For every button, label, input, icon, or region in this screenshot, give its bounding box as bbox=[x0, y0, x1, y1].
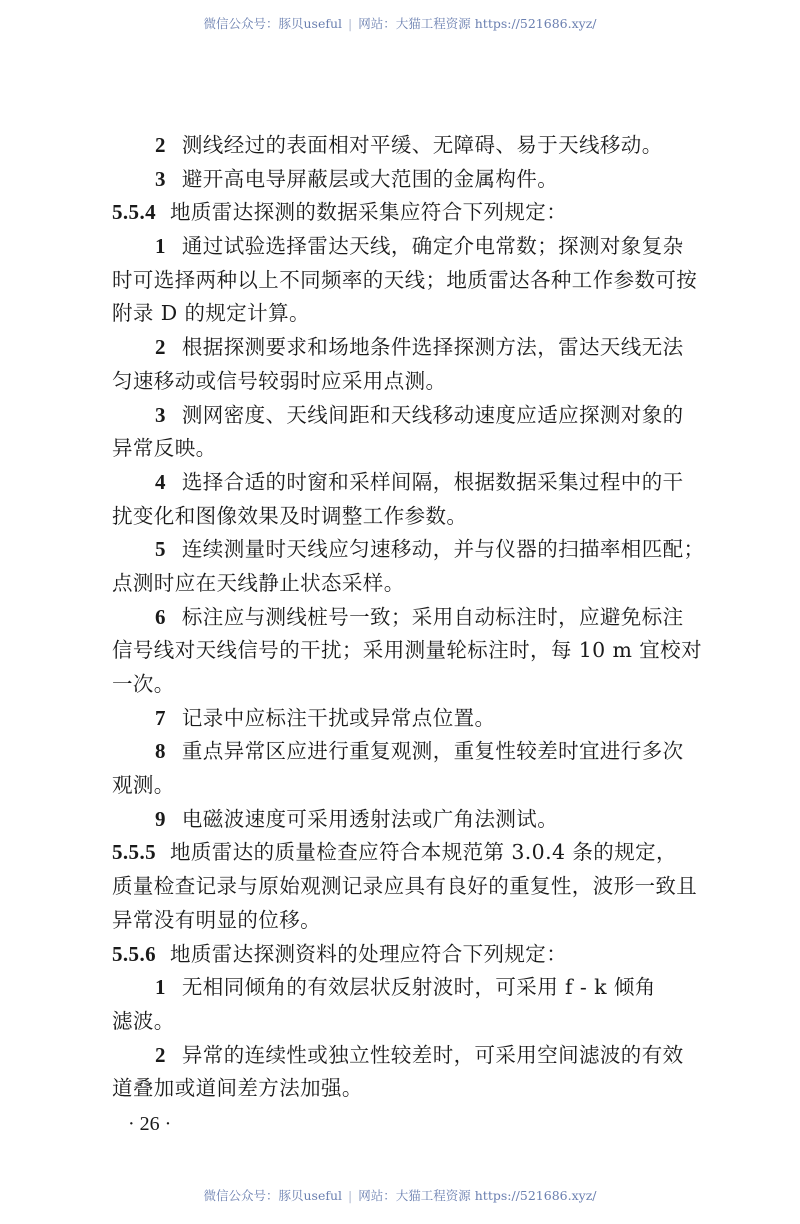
line-text: 测线经过的表面相对平缓、无障碍、易于天线移动。 bbox=[181, 133, 663, 157]
line-text: 根据探测要求和场地条件选择探测方法，雷达天线无法 bbox=[181, 335, 684, 360]
text-line bbox=[112, 904, 772, 938]
text-line bbox=[112, 735, 772, 769]
item-number: 7 bbox=[155, 705, 166, 730]
page-number: · 26 · bbox=[128, 1113, 172, 1135]
text-line bbox=[112, 500, 772, 534]
list-item bbox=[112, 230, 772, 331]
line-text: 滤波。 bbox=[112, 1008, 175, 1033]
watermark-top bbox=[0, 14, 800, 32]
item-number: 5 bbox=[155, 537, 166, 562]
clause-number: 5.5.5 bbox=[112, 840, 156, 865]
text-line bbox=[112, 264, 772, 298]
line-text: 测网密度、天线间距和天线移动速度应适应探测对象的 bbox=[181, 402, 684, 427]
text-line bbox=[112, 432, 772, 466]
text-line bbox=[112, 230, 772, 264]
line-text: 附录 D 的规定计算。 bbox=[112, 301, 310, 326]
clause-paragraph bbox=[112, 938, 772, 972]
watermark-bottom bbox=[0, 1186, 800, 1204]
item-number: 9 bbox=[155, 806, 166, 831]
item-number: 3 bbox=[155, 402, 166, 427]
line-text: 异常的连续性或独立性较差时，可采用空间滤波的有效 bbox=[181, 1042, 684, 1067]
line-text: 记录中应标注干扰或异常点位置。 bbox=[181, 705, 496, 730]
list-item bbox=[112, 399, 772, 466]
line-text: 匀速移动或信号较弱时应采用点测。 bbox=[112, 368, 447, 393]
line-text: 选择合适的时窗和采样间隔，根据数据采集过程中的干 bbox=[181, 469, 684, 494]
clause-paragraph bbox=[112, 196, 772, 230]
line-text: 地质雷达的质量检查应符合本规范第 3.0.4 条的规定， bbox=[170, 840, 677, 865]
list-item bbox=[112, 466, 772, 533]
item-number: 1 bbox=[155, 975, 166, 1000]
text-line bbox=[112, 601, 772, 635]
list-item bbox=[112, 971, 772, 1038]
item-number: 1 bbox=[155, 234, 166, 259]
text-line bbox=[112, 365, 772, 399]
item-number: 2 bbox=[155, 133, 166, 157]
line-text: 观测。 bbox=[112, 773, 175, 798]
document-body bbox=[112, 129, 772, 1106]
item-number: 6 bbox=[155, 604, 166, 629]
item-number: 2 bbox=[155, 1042, 166, 1067]
text-line bbox=[112, 668, 772, 702]
watermark-divider: | bbox=[348, 16, 353, 31]
list-item bbox=[112, 735, 772, 802]
watermark-divider: | bbox=[348, 1188, 353, 1203]
line-text: 重点异常区应进行重复观测，重复性较差时宜进行多次 bbox=[181, 739, 684, 764]
line-text: 异常反映。 bbox=[112, 436, 217, 461]
item-number: 8 bbox=[155, 739, 166, 764]
list-item bbox=[112, 1039, 772, 1106]
watermark-wechat: 微信公众号：豚贝useful bbox=[203, 1188, 343, 1203]
text-line bbox=[112, 533, 772, 567]
line-text: 质量检查记录与原始观测记录应具有良好的重复性，波形一致且 bbox=[112, 874, 698, 899]
text-line bbox=[112, 297, 772, 331]
line-text: 扰变化和图像效果及时调整工作参数。 bbox=[112, 503, 468, 528]
line-text: 时可选择两种以上不同频率的天线；地质雷达各种工作参数可按 bbox=[112, 267, 698, 292]
list-item bbox=[112, 331, 772, 398]
text-line bbox=[112, 769, 772, 803]
text-line bbox=[112, 331, 772, 365]
text-line bbox=[112, 399, 772, 433]
text-line bbox=[112, 1072, 772, 1106]
watermark-wechat: 微信公众号：豚贝useful bbox=[203, 16, 343, 31]
text-line bbox=[112, 129, 772, 163]
line-text: 避开高电导屏蔽层或大范围的金属构件。 bbox=[181, 166, 559, 191]
text-line bbox=[112, 1039, 772, 1073]
text-line bbox=[112, 803, 772, 837]
clause-paragraph bbox=[112, 836, 772, 937]
item-number: 3 bbox=[155, 166, 166, 191]
item-number: 2 bbox=[155, 335, 166, 360]
line-text: 地质雷达探测的数据采集应符合下列规定： bbox=[170, 200, 568, 225]
line-text: 标注应与测线桩号一致；采用自动标注时，应避免标注 bbox=[181, 604, 684, 629]
text-line bbox=[112, 567, 772, 601]
text-line bbox=[112, 1005, 772, 1039]
line-text: 电磁波速度可采用透射法或广角法测试。 bbox=[181, 806, 559, 831]
text-line bbox=[112, 163, 772, 197]
text-line bbox=[112, 870, 772, 904]
line-text: 一次。 bbox=[112, 672, 175, 696]
clause-number: 5.5.4 bbox=[112, 200, 156, 225]
text-line bbox=[112, 938, 772, 972]
line-text: 连续测量时天线应匀速移动，并与仪器的扫描率相匹配； bbox=[181, 537, 705, 562]
line-text: 道叠加或道间差方法加强。 bbox=[112, 1076, 363, 1101]
line-text: 异常没有明显的位移。 bbox=[112, 907, 321, 932]
list-item bbox=[112, 601, 772, 702]
text-line bbox=[112, 836, 772, 870]
text-line bbox=[112, 196, 772, 230]
text-line bbox=[112, 466, 772, 500]
line-text: 通过试验选择雷达天线，确定介电常数；探测对象复杂 bbox=[181, 234, 684, 259]
watermark-site: 网站：大猫工程资源 https://521686.xyz/ bbox=[358, 1188, 597, 1203]
watermark-site: 网站：大猫工程资源 https://521686.xyz/ bbox=[358, 16, 597, 31]
list-item bbox=[112, 163, 772, 197]
list-item bbox=[112, 702, 772, 736]
text-line bbox=[112, 702, 772, 736]
text-line bbox=[112, 971, 772, 1005]
list-item bbox=[112, 129, 772, 163]
list-item bbox=[112, 803, 772, 837]
line-text: 点测时应在天线静止状态采样。 bbox=[112, 570, 405, 595]
line-text: 信号线对天线信号的干扰；采用测量轮标注时，每 10 m 宜校对 bbox=[112, 638, 702, 663]
line-text: 地质雷达探测资料的处理应符合下列规定： bbox=[170, 941, 568, 966]
list-item bbox=[112, 533, 772, 600]
line-text: 无相同倾角的有效层状反射波时，可采用 f - k 倾角 bbox=[181, 975, 656, 1000]
clause-number: 5.5.6 bbox=[112, 941, 156, 966]
text-line bbox=[112, 634, 772, 668]
item-number: 4 bbox=[155, 469, 166, 494]
